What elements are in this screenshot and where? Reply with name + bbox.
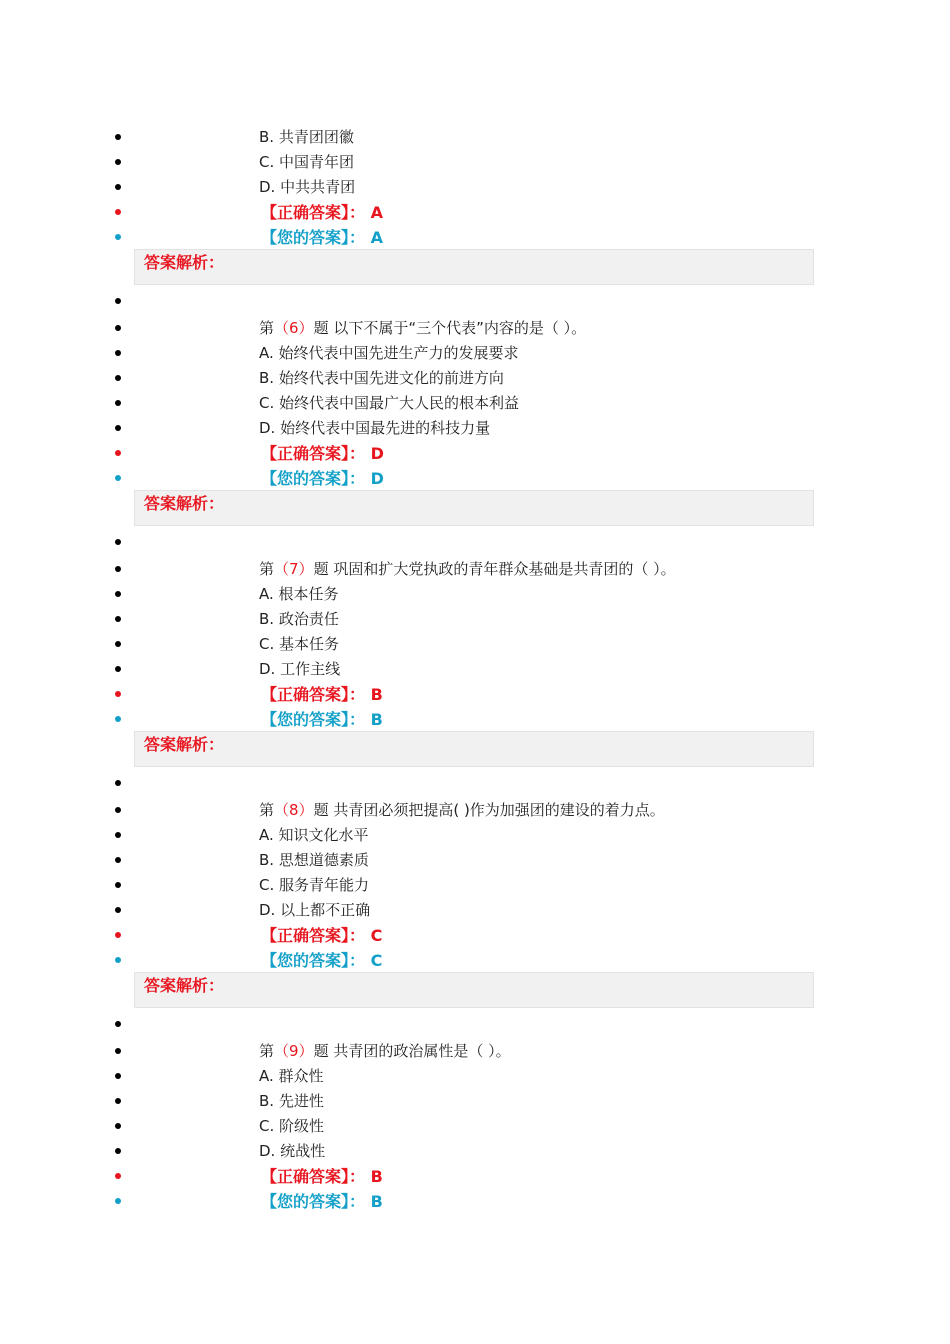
bullet-icon: [115, 932, 121, 938]
question-stem: [0, 316, 950, 341]
list-item: [0, 150, 950, 175]
list-item: [0, 1164, 950, 1189]
list-item: [0, 948, 950, 973]
list-item: [0, 657, 950, 682]
bullet-icon: [115, 807, 121, 813]
option-text: B. 先进性: [259, 1092, 324, 1110]
option-text: D. 以上都不正确: [259, 901, 371, 919]
list-item: [0, 707, 950, 732]
bullet-icon: [115, 1098, 121, 1104]
list-item: [0, 1189, 950, 1214]
your-answer: 【您的答案】： C: [261, 951, 383, 970]
option-text: B. 思想道德素质: [259, 851, 369, 869]
option-text: D. 始终代表中国最先进的科技力量: [259, 419, 491, 437]
list-item: [0, 391, 950, 416]
question-prefix: 第: [259, 1042, 275, 1060]
question-text: 题 巩固和扩大党执政的青年群众基础是共青团的（ ）。: [313, 560, 676, 578]
bullet-icon: [115, 184, 121, 190]
list-item: [0, 1139, 950, 1164]
option-text: D. 统战性: [259, 1142, 326, 1160]
your-answer: 【您的答案】： B: [261, 1192, 383, 1211]
list-item: [0, 530, 950, 555]
bullet-icon: [115, 539, 121, 545]
bullet-icon: [115, 641, 121, 647]
bullet-icon: [115, 400, 121, 406]
list-item: [0, 898, 950, 923]
option-text: B. 共青团团徽: [259, 128, 354, 146]
list-item: [0, 1089, 950, 1114]
list-item: [0, 366, 950, 391]
list-item: [0, 607, 950, 632]
option-text: A. 群众性: [259, 1067, 324, 1085]
bullet-icon: [115, 375, 121, 381]
list-item: [0, 848, 950, 873]
correct-answer: 【正确答案】： D: [261, 444, 384, 463]
question-stem: [0, 1039, 950, 1064]
bullet-icon: [115, 475, 121, 481]
question-text: 题 共青团必须把提高( )作为加强团的建设的着力点。: [313, 801, 665, 819]
bullet-icon: [115, 1048, 121, 1054]
option-text: B. 始终代表中国先进文化的前进方向: [259, 369, 504, 387]
question-prefix: 第: [259, 801, 275, 819]
question-text: 题 以下不属于“三个代表”内容的是（ ）。: [313, 319, 587, 337]
list-item: [0, 771, 950, 796]
bullet-icon: [115, 882, 121, 888]
bullet-icon: [115, 907, 121, 913]
option-text: C. 服务青年能力: [259, 876, 370, 894]
correct-answer: 【正确答案】： C: [261, 926, 383, 945]
question-stem: [0, 557, 950, 582]
list-item: [0, 416, 950, 441]
bullet-icon: [115, 159, 121, 165]
answer-analysis-box: [134, 490, 814, 526]
bullet-icon: [115, 957, 121, 963]
option-text: B. 政治责任: [259, 610, 339, 628]
question-stem: [0, 798, 950, 823]
answer-analysis-box: [134, 249, 814, 285]
question-number: （9）: [274, 1042, 314, 1060]
bullet-icon: [115, 591, 121, 597]
list-item: [0, 923, 950, 948]
your-answer: 【您的答案】： B: [261, 710, 383, 729]
bullet-icon: [115, 350, 121, 356]
bullet-icon: [115, 425, 121, 431]
question-number: （6）: [274, 319, 314, 337]
bullet-icon: [115, 780, 121, 786]
option-text: A. 始终代表中国先进生产力的发展要求: [259, 344, 519, 362]
bullet-icon: [115, 566, 121, 572]
list-item: [0, 125, 950, 150]
bullet-icon: [115, 209, 121, 215]
answer-analysis-box: [134, 972, 814, 1008]
list-item: [0, 682, 950, 707]
bullet-icon: [115, 1148, 121, 1154]
correct-answer: 【正确答案】： B: [261, 1167, 383, 1186]
bullet-icon: [115, 325, 121, 331]
analysis-label: 答案解析：: [144, 494, 225, 513]
list-item: [0, 341, 950, 366]
list-item: [0, 200, 950, 225]
bullet-icon: [115, 691, 121, 697]
list-item: [0, 582, 950, 607]
bullet-icon: [115, 1021, 121, 1027]
option-text: D. 工作主线: [259, 660, 341, 678]
list-item: [0, 873, 950, 898]
list-item: [0, 1064, 950, 1089]
list-item: [0, 1114, 950, 1139]
bullet-icon: [115, 298, 121, 304]
option-text: C. 阶级性: [259, 1117, 325, 1135]
correct-answer: 【正确答案】： B: [261, 685, 383, 704]
list-item: [0, 1012, 950, 1037]
bullet-icon: [115, 1173, 121, 1179]
list-item: [0, 289, 950, 314]
list-item: [0, 466, 950, 491]
bullet-icon: [115, 1073, 121, 1079]
bullet-icon: [115, 666, 121, 672]
question-number: （8）: [274, 801, 314, 819]
bullet-icon: [115, 616, 121, 622]
bullet-icon: [115, 234, 121, 240]
option-text: C. 中国青年团: [259, 153, 355, 171]
option-text: C. 基本任务: [259, 635, 340, 653]
bullet-icon: [115, 832, 121, 838]
list-item: [0, 441, 950, 466]
bullet-icon: [115, 857, 121, 863]
option-text: A. 根本任务: [259, 585, 339, 603]
bullet-icon: [115, 1198, 121, 1204]
question-prefix: 第: [259, 560, 275, 578]
option-text: D. 中共共青团: [259, 178, 356, 196]
your-answer: 【您的答案】： D: [261, 469, 384, 488]
bullet-icon: [115, 134, 121, 140]
bullet-icon: [115, 716, 121, 722]
list-item: [0, 225, 950, 250]
option-text: C. 始终代表中国最广大人民的根本利益: [259, 394, 520, 412]
question-prefix: 第: [259, 319, 275, 337]
your-answer: 【您的答案】： A: [261, 228, 383, 247]
list-item: [0, 632, 950, 657]
list-item: [0, 175, 950, 200]
analysis-label: 答案解析：: [144, 976, 225, 995]
question-text: 题 共青团的政治属性是（ ）。: [313, 1042, 511, 1060]
question-number: （7）: [274, 560, 314, 578]
analysis-label: 答案解析：: [144, 253, 225, 272]
bullet-icon: [115, 450, 121, 456]
list-item: [0, 823, 950, 848]
option-text: A. 知识文化水平: [259, 826, 369, 844]
correct-answer: 【正确答案】： A: [261, 203, 383, 222]
bullet-icon: [115, 1123, 121, 1129]
answer-analysis-box: [134, 731, 814, 767]
analysis-label: 答案解析：: [144, 735, 225, 754]
